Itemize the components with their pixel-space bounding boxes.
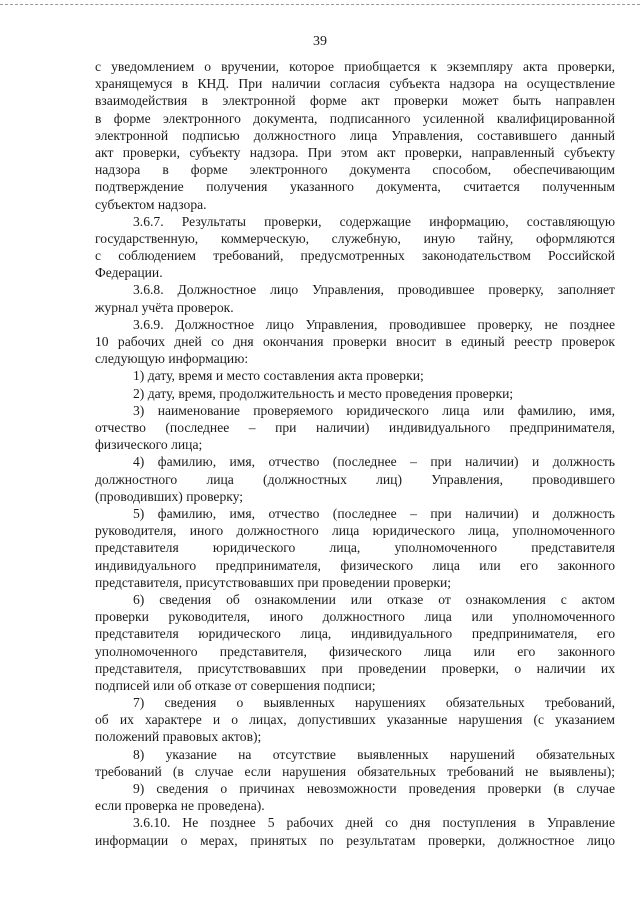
document-body [95, 58, 615, 849]
text-line: руководителя, иного должностного лица юридического лица, уполномоченного [95, 523, 615, 539]
text-line: должностного лица (должностных лиц) Управления, проводившего [95, 471, 615, 487]
text-line: представителя юридического лица, уполномоченного представителя [95, 540, 615, 556]
scan-edge-line [0, 4, 640, 6]
text-line: электронной подписью должностного лица Управления, составившего данный [95, 127, 615, 143]
text-line: 3.6.7. Результаты проверки, содержащие информацию, составляющую [133, 213, 615, 229]
text-line: надзора в форме электронного документа способом, обеспечивающим [95, 162, 615, 178]
text-line: государственную, коммерческую, служебную, иную тайну, оформляются [95, 230, 615, 246]
text-line: хранящемуся в КНД. При наличии согласия субъекта надзора на осуществление [95, 76, 615, 92]
page-number: 39 [313, 34, 327, 49]
text-line: подтверждение получения указанного документа, считается полученным [95, 179, 615, 195]
text-line: проверки руководителя, иного должностного лица или уполномоченного [95, 609, 615, 625]
text-line: 7) сведения о выявленных нарушениях обязательных требований, [133, 695, 615, 711]
text-line: индивидуального предпринимателя, физического лица или его законного [95, 557, 615, 573]
text-line: представителя юридического лица, индивидуального предпринимателя, его [95, 626, 615, 642]
text-line: представителя, присутствовавших при проведении проверки; [95, 574, 452, 590]
text-line: отчество (последнее – при наличии) индивидуального предпринимателя, [95, 420, 615, 436]
text-line: субъектом надзора. [95, 196, 207, 212]
text-line: Федерации. [95, 265, 163, 281]
text-line: положений правовых актов); [95, 729, 262, 745]
text-line: 5) фамилию, имя, отчество (последнее – при наличии) и должность [133, 506, 615, 521]
text-line: 3.6.10. Не позднее 5 рабочих дней со дня поступления в Управление [133, 815, 615, 831]
text-line: 8) указание на отсутствие выявленных нарушений обязательных [133, 746, 615, 762]
text-line: информации о мерах, принятых по результатам проверки, должностное лицо [95, 832, 615, 848]
text-line: журнал учёта проверок. [95, 299, 234, 315]
text-line: подписей или об отказе от совершения подписи; [95, 677, 376, 693]
text-line: акт проверки, субъекту надзора. При этом акт проверки, направленный субъекту [95, 144, 615, 160]
text-line: требований (в случае если нарушения обязательных требований не выявлены); [95, 763, 615, 779]
text-line: 10 рабочих дней со дня окончания проверки вносит в единый реестр проверок [95, 334, 615, 350]
text-line: если проверка не проведена). [95, 798, 265, 814]
text-line: взаимодействия в электронной форме акт проверки может быть направлен [95, 93, 615, 109]
text-line: 1) дату, время и место составления акта проверки; [133, 368, 424, 384]
text-line: 4) фамилию, имя, отчество (последнее – при наличии) и должность [133, 454, 615, 470]
text-line: (проводивших) проверку; [95, 488, 244, 504]
text-line: 3.6.9. Должностное лицо Управления, проводившее проверку, не позднее [133, 316, 615, 332]
text-line: физического лица; [95, 437, 203, 453]
text-line: следующую информацию: [95, 351, 249, 367]
text-line: об их характере и о лицах, допустивших указанные нарушения (с указанием [95, 712, 615, 728]
text-line: 6) сведения об ознакомлении или отказе от ознакомления с актом [133, 591, 615, 607]
text-line: 2) дату, время, продолжительность и место проведения проверки; [133, 385, 514, 401]
text-line: в форме электронного документа, подписанного усиленной квалифицированной [95, 110, 615, 126]
text-line: с соблюдением требований, предусмотренных законодательством Российской [95, 248, 615, 264]
text-line: с уведомлением о вручении, которое приобщается к экземпляру акта проверки, [95, 59, 615, 74]
text-line: уполномоченного представителя, физического лица или его законного [95, 643, 615, 659]
text-line: представителя, присутствовавших при проведении проверки, о наличии их [95, 660, 615, 676]
text-line: 9) сведения о причинах невозможности проведения проверки (в случае [133, 781, 615, 797]
text-line: 3.6.8. Должностное лицо Управления, проводившее проверку, заполняет [133, 282, 615, 298]
text-line: 3) наименование проверяемого юридического лица или фамилию, имя, [133, 402, 615, 418]
